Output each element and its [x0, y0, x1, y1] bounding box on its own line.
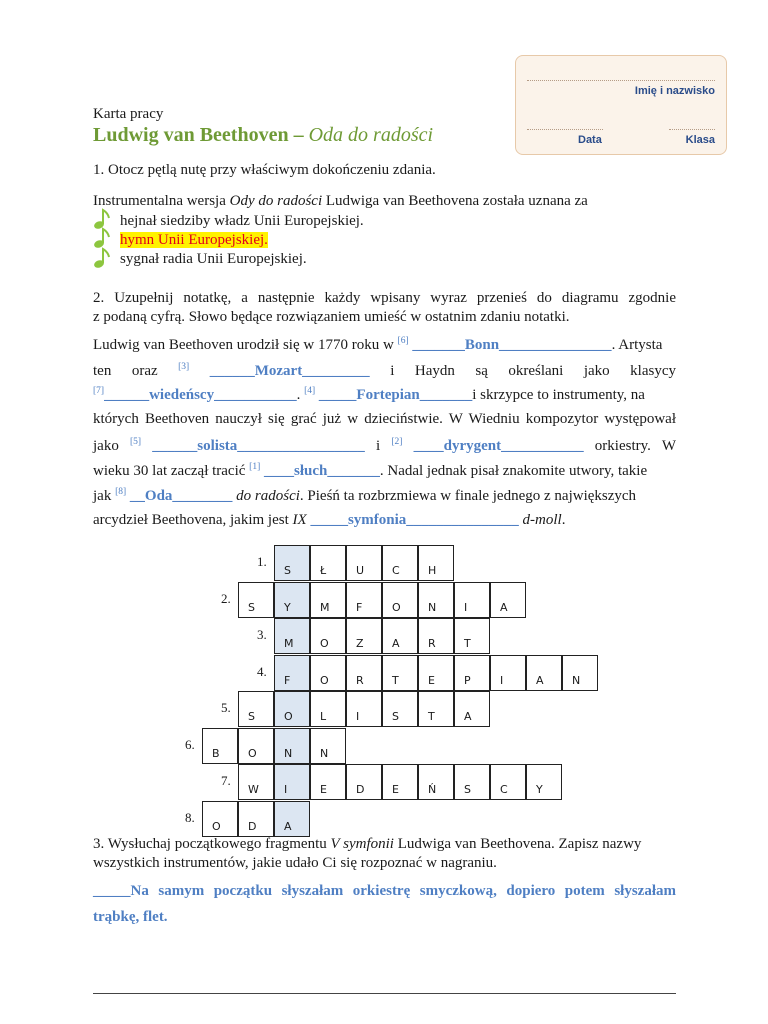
- crossword-cell[interactable]: [454, 582, 490, 618]
- crossword-letter: T: [464, 637, 471, 650]
- crossword-letter: Y: [284, 600, 291, 614]
- crossword-cell[interactable]: [454, 764, 490, 800]
- crossword-row-number: 7.: [221, 773, 231, 788]
- crossword-letter: A: [392, 637, 400, 650]
- crossword-cell[interactable]: [346, 545, 382, 581]
- crossword-letter: N: [572, 673, 581, 687]
- notes-line-2: ten oraz [3] ______Mozart_________ i Haydn są określani jako klasycy: [93, 362, 676, 379]
- blank-number: [7]: [93, 386, 105, 396]
- option-2[interactable]: [120, 232, 268, 249]
- stem-text-after: Ludwiga van Beethovena została uznana za: [322, 193, 588, 209]
- crossword-key-cell[interactable]: [274, 801, 310, 837]
- crossword-letter: U: [356, 564, 365, 577]
- crossword-letter: Z: [356, 637, 364, 650]
- notes-line-3: [7]______wiedeńscy___________. [4] _____Fortepian_______i skrzypce to instrumenty, na: [93, 386, 645, 403]
- option-1[interactable]: hejnał siedziby władz Unii Europejskiej.: [120, 213, 364, 229]
- crossword-cell[interactable]: [418, 545, 454, 581]
- answer-blank-4[interactable]: _____Fortepian_______: [315, 387, 473, 403]
- crossword-cell[interactable]: [418, 691, 454, 727]
- crossword-cell[interactable]: [454, 691, 490, 727]
- blank-number: [1]: [249, 462, 261, 472]
- crossword-cell[interactable]: [526, 764, 562, 800]
- notes-line-5: jako [5] ______solista_________________ i [2] ____dyrygent___________ orkiestry. W: [93, 437, 676, 454]
- date-label: Data: [578, 134, 602, 146]
- name-write-line[interactable]: [527, 80, 715, 81]
- task3-instruction-line1: 3. Wysłuchaj początkowego fragmentu V symfonii Ludwiga van Beethovena. Zapisz nazwy: [93, 836, 642, 852]
- crossword-letter: F: [356, 600, 363, 614]
- crossword-cell[interactable]: [310, 618, 346, 654]
- crossword-letter: A: [284, 819, 292, 833]
- crossword-letter: S: [392, 710, 399, 723]
- crossword-key-cell[interactable]: [274, 655, 310, 691]
- crossword-cell[interactable]: [310, 764, 346, 800]
- crossword-cell[interactable]: [346, 655, 382, 691]
- crossword-cell[interactable]: [454, 618, 490, 654]
- date-write-line[interactable]: [527, 129, 603, 130]
- crossword-cell[interactable]: [202, 801, 238, 837]
- blank-number: [3]: [178, 362, 190, 372]
- crossword-row-number: 5.: [221, 700, 231, 715]
- task1-stem: [93, 193, 588, 210]
- crossword-row-number: 8.: [185, 809, 195, 825]
- notes-line-1: Ludwig van Beethoven urodził się w 1770 roku w [6] _______Bonn_______________. Artysta: [93, 336, 663, 353]
- highlighted-answer: hymn Unii Europejskiej.: [120, 232, 268, 248]
- crossword-row-number: 3.: [257, 627, 267, 642]
- crossword-cell[interactable]: [238, 764, 274, 800]
- crossword-cell[interactable]: [490, 655, 526, 691]
- crossword-letter: Y: [536, 783, 543, 796]
- crossword-letter: W: [248, 783, 259, 796]
- crossword-letter: N: [284, 746, 293, 760]
- crossword-letter: T: [428, 710, 435, 723]
- crossword-row-number: 1.: [257, 554, 267, 569]
- crossword-letter: R: [428, 637, 436, 650]
- crossword-letter: A: [536, 673, 544, 687]
- answer-blank-6[interactable]: _______Bonn_______________: [408, 337, 612, 353]
- crossword-cell[interactable]: [418, 655, 454, 691]
- crossword-letter: I: [284, 783, 288, 796]
- task2-instruction-line2: z podaną cyfrą. Słowo będące rozwiązaniem umieść w ostatnim zdaniu notatki.: [93, 309, 570, 325]
- crossword-letter: F: [284, 673, 291, 687]
- crossword-cell[interactable]: [346, 764, 382, 800]
- crossword-letter: I: [500, 673, 504, 687]
- notes-line-6: wieku 30 lat zaczął tracić [1] ____słuch_______. Nadal jednak pisał znakomite utwory, takie: [93, 462, 648, 479]
- answer-blank-solution[interactable]: _____symfonia_______________: [306, 512, 523, 528]
- crossword-letter: S: [464, 783, 471, 796]
- crossword-letter: E: [320, 783, 327, 796]
- crossword-key-cell[interactable]: [274, 618, 310, 654]
- notes-line-8: arcydzieł Beethovena, jakim jest IX _____symfonia_______________ d-moll.: [93, 512, 566, 528]
- answer-blank-1[interactable]: ____słuch_______: [260, 463, 380, 479]
- crossword-letter: S: [284, 564, 291, 577]
- crossword-cell[interactable]: [490, 582, 526, 618]
- crossword-letter: E: [392, 783, 399, 796]
- music-note-icon[interactable]: [93, 227, 111, 249]
- crossword-letter: D: [248, 819, 257, 833]
- crossword-cell[interactable]: [238, 801, 274, 837]
- crossword-letter: O: [284, 710, 293, 723]
- answer-blank-7[interactable]: ______wiedeńscy___________: [104, 387, 297, 403]
- crossword-letter: C: [500, 783, 508, 796]
- task3-answer[interactable]: _____Na samym początku słyszałam orkiestrę smyczkową, dopiero potem słyszałam trąbkę, flet.: [93, 883, 676, 925]
- task2-instruction-line1: 2. Uzupełnij notatkę, a następnie każdy wpisany wyraz przenieś do diagramu zgodnie: [93, 290, 676, 306]
- blank-number: [6]: [397, 336, 409, 346]
- crossword-key-cell[interactable]: [274, 728, 310, 764]
- footer-divider: [93, 993, 676, 994]
- crossword-cell[interactable]: [382, 545, 418, 581]
- crossword-letter: A: [464, 710, 472, 723]
- crossword-cell[interactable]: [346, 691, 382, 727]
- blank-number: [5]: [130, 437, 142, 447]
- crossword-cell[interactable]: [346, 582, 382, 618]
- document-type: Karta pracy: [93, 106, 164, 122]
- crossword-letter: N: [320, 746, 329, 760]
- crossword-letter: O: [392, 600, 401, 614]
- task1-instruction: 1. Otocz pętlą nutę przy właściwym dokończeniu zdania.: [93, 162, 436, 178]
- stem-text: Instrumentalna wersja: [93, 193, 230, 209]
- crossword-letter: C: [392, 564, 400, 577]
- crossword-cell[interactable]: [238, 582, 274, 618]
- answer-blank-2[interactable]: ____dyrygent___________: [413, 438, 584, 454]
- name-label: Imię i nazwisko: [634, 85, 715, 97]
- blank-number: [4]: [304, 386, 316, 396]
- crossword-letter: L: [320, 710, 327, 723]
- crossword-cell[interactable]: [418, 618, 454, 654]
- crossword-cell[interactable]: [418, 582, 454, 618]
- crossword-cell[interactable]: [382, 582, 418, 618]
- crossword-letter: T: [392, 673, 399, 687]
- crossword-key-cell[interactable]: [274, 545, 310, 581]
- task3-instruction-line2: wszystkich instrumentów, jakie udało Ci się rozpoznać w nagraniu.: [93, 855, 497, 871]
- crossword-letter: R: [356, 673, 364, 687]
- crossword-letter: O: [320, 673, 329, 687]
- crossword-letter: O: [320, 637, 329, 650]
- notes-line-7: jak [8] __Oda________ do radości. Pieśń ta rozbrzmiewa w finale jednego z największych: [93, 487, 637, 504]
- answer-blank-5[interactable]: ______solista_________________: [152, 438, 365, 454]
- crossword-letter: I: [356, 710, 360, 723]
- crossword-letter: P: [464, 673, 471, 687]
- crossword-key-cell[interactable]: [274, 764, 310, 800]
- crossword-cell[interactable]: [310, 691, 346, 727]
- page-title: [93, 124, 433, 147]
- crossword-letter: B: [212, 746, 220, 760]
- answer-blank-3[interactable]: ______Mozart_________: [209, 363, 370, 379]
- class-label: Klasa: [685, 134, 715, 146]
- crossword-cell[interactable]: [310, 655, 346, 691]
- crossword-letter: N: [428, 600, 437, 614]
- crossword-row-number: 6.: [185, 736, 195, 752]
- music-note-icon[interactable]: [93, 247, 111, 269]
- crossword-cell[interactable]: [382, 691, 418, 727]
- crossword-key-cell[interactable]: [274, 691, 310, 727]
- crossword-cell[interactable]: [238, 691, 274, 727]
- crossword-cell[interactable]: [310, 545, 346, 581]
- crossword-letter: D: [356, 783, 365, 796]
- student-info-box: [515, 55, 727, 155]
- crossword-row-number: 2.: [221, 590, 231, 606]
- crossword-letter: E: [428, 673, 435, 687]
- option-3[interactable]: sygnał radia Unii Europejskiej.: [120, 251, 307, 267]
- blank-number: [8]: [115, 487, 127, 497]
- crossword-letter: O: [212, 819, 221, 833]
- crossword-cell[interactable]: [382, 764, 418, 800]
- crossword-letter: I: [464, 600, 468, 614]
- crossword-row-number: 4.: [257, 663, 267, 679]
- crossword-letter: A: [500, 600, 508, 614]
- class-write-line[interactable]: [669, 129, 715, 130]
- crossword-cell[interactable]: [490, 764, 526, 800]
- notes-line-4: których Beethoven nauczył się grać już w dzieciństwie. W Wiedniu kompozytor występował: [93, 411, 676, 427]
- crossword-cell[interactable]: [418, 764, 454, 800]
- crossword-cell[interactable]: [382, 618, 418, 654]
- crossword-letter: Ń: [428, 783, 437, 796]
- blank-number: [2]: [391, 437, 403, 447]
- crossword-cell[interactable]: [310, 728, 346, 764]
- crossword-cell[interactable]: [562, 655, 598, 691]
- title-italic: Oda do radości: [308, 124, 434, 146]
- crossword-cell[interactable]: [346, 618, 382, 654]
- crossword-letter: S: [248, 710, 255, 723]
- crossword-letter: H: [428, 564, 437, 577]
- crossword-letter: M: [284, 637, 294, 650]
- crossword-cell[interactable]: [310, 582, 346, 618]
- crossword-letter: S: [248, 600, 255, 614]
- crossword-letter: O: [248, 746, 257, 760]
- crossword-cell[interactable]: [202, 728, 238, 764]
- crossword-key-cell[interactable]: [274, 582, 310, 618]
- crossword-cell[interactable]: [454, 655, 490, 691]
- title-main: Ludwig van Beethoven –: [93, 124, 309, 146]
- crossword-cell[interactable]: [526, 655, 562, 691]
- crossword-cell[interactable]: [382, 655, 418, 691]
- crossword-letter: Ł: [320, 564, 327, 577]
- stem-italic: Ody do radości: [229, 193, 323, 209]
- answer-blank-8[interactable]: __Oda________: [126, 488, 237, 504]
- crossword-cell[interactable]: [238, 728, 274, 764]
- crossword-letter: M: [320, 600, 330, 614]
